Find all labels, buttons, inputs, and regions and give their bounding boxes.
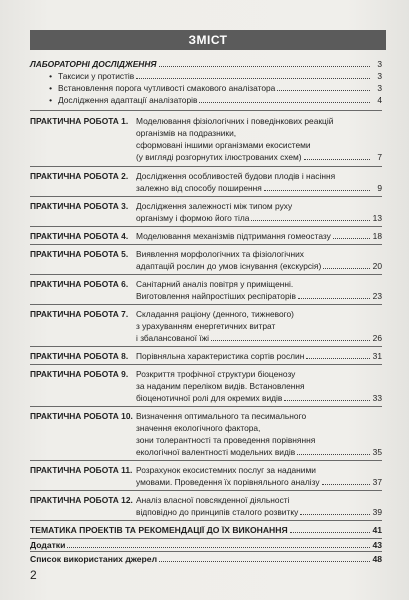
practical-label: ПРАКТИЧНА РОБОТА 12. [30, 495, 133, 505]
page-number: 2 [30, 568, 37, 582]
dot-leader [159, 66, 371, 67]
practical-entry[interactable] [30, 230, 382, 242]
lab-item-text: Таксиси у протистів [58, 71, 135, 81]
page-ref: 48 [372, 554, 382, 564]
dot-leader [211, 340, 370, 341]
dot-leader [304, 159, 370, 160]
practical-line: Розрахунок екосистемних послуг за наданими [136, 465, 316, 475]
lab-title-row[interactable] [30, 58, 382, 70]
practical-line: організмів на подразники, [136, 128, 237, 138]
divider [30, 406, 382, 407]
dot-leader [322, 484, 370, 485]
practical-entry[interactable] [30, 248, 382, 272]
divider [30, 110, 382, 111]
page-ref: 4 [377, 95, 382, 105]
page-ref: 3 [377, 71, 382, 81]
page-ref: 35 [372, 447, 382, 457]
practical-line: Виявлення морфологічних та фізіологічних [136, 249, 304, 259]
page-ref: 9 [377, 183, 382, 193]
practical-entry[interactable] [30, 410, 382, 458]
practical-line: Моделювання фізіологічних і поведінкових реакцій [136, 116, 334, 126]
practical-label: ПРАКТИЧНА РОБОТА 10. [30, 411, 133, 421]
page-ref: 3 [377, 59, 382, 69]
dot-leader [264, 190, 370, 191]
dot-leader [300, 514, 370, 515]
dot-leader [306, 358, 370, 359]
references-title: Список використаних джерел [30, 554, 158, 564]
practical-label: ПРАКТИЧНА РОБОТА 9. [30, 369, 129, 379]
practical-entry[interactable] [30, 494, 382, 518]
page-ref: 26 [372, 333, 382, 343]
dot-leader [199, 102, 370, 103]
divider [30, 244, 382, 245]
appendix-title: Додатки [30, 540, 66, 550]
dot-leader [290, 532, 370, 533]
divider [30, 226, 382, 227]
lab-item[interactable] [30, 82, 382, 94]
themes-entry[interactable] [30, 524, 382, 536]
practical-line: Розкриття трофічної структури біоценозу [136, 369, 296, 379]
dot-leader [323, 268, 370, 269]
toc-header [30, 30, 386, 50]
divider [30, 551, 382, 552]
practical-label: ПРАКТИЧНА РОБОТА 5. [30, 249, 129, 259]
page-ref: 20 [372, 261, 382, 271]
practical-line: з урахуванням енергетичних витрат [136, 321, 276, 331]
toc-title: ЗМІСТ [188, 33, 228, 47]
practical-line: Дослідження особливостей будови плодів і насіння [136, 171, 336, 181]
divider [30, 490, 382, 491]
lab-item-text: Встановлення порога чутливості смакового аналізатора [58, 83, 276, 93]
divider [30, 460, 382, 461]
practical-line: умовами. Проведення їх порівняльного аналізу [136, 477, 320, 487]
dot-leader [251, 220, 370, 221]
divider [30, 274, 382, 275]
bullet-icon: • [49, 95, 52, 105]
practical-entry[interactable] [30, 350, 382, 362]
dot-leader [136, 78, 370, 79]
practical-entry[interactable] [30, 368, 382, 404]
lab-item-text: Дослідження адаптації аналізаторів [58, 95, 198, 105]
references-entry[interactable] [30, 553, 382, 565]
dot-leader [284, 400, 370, 401]
practical-line: зони толерантності та проведення порівняння [136, 435, 316, 445]
dot-leader [67, 547, 370, 548]
practical-label: ПРАКТИЧНА РОБОТА 6. [30, 279, 129, 289]
practical-line: Санітарний аналіз повітря у приміщенні. [136, 279, 294, 289]
practical-line: Аналіз власної повсякденної діяльності [136, 495, 290, 505]
practical-line: значення екологічного фактора, [136, 423, 261, 433]
page-ref: 43 [372, 540, 382, 550]
practical-line: Порівняльна характеристика сортів рослин [136, 351, 305, 361]
divider [30, 520, 382, 521]
divider [30, 364, 382, 365]
page-ref: 39 [372, 507, 382, 517]
lab-title: ЛАБОРАТОРНІ ДОСЛІДЖЕННЯ [30, 59, 157, 69]
dot-leader [297, 454, 370, 455]
lab-section [30, 58, 382, 106]
practical-entry[interactable] [30, 115, 382, 163]
practical-label: ПРАКТИЧНА РОБОТА 4. [30, 231, 129, 241]
divider [30, 304, 382, 305]
practical-label: ПРАКТИЧНА РОБОТА 3. [30, 201, 129, 211]
bullet-icon: • [49, 83, 52, 93]
lab-item[interactable] [30, 70, 382, 82]
themes-title: ТЕМАТИКА ПРОЕКТІВ ТА РЕКОМЕНДАЦІЇ ДО ЇХ ВИКОНАННЯ [30, 525, 288, 535]
practical-label: ПРАКТИЧНА РОБОТА 2. [30, 171, 129, 181]
page-ref: 18 [372, 231, 382, 241]
lab-item[interactable] [30, 94, 382, 106]
page-ref: 3 [377, 83, 382, 93]
page-ref: 37 [372, 477, 382, 487]
divider [30, 166, 382, 167]
practical-line: екологічної валентності модельних видів [136, 447, 296, 457]
divider [30, 346, 382, 347]
practical-entry[interactable] [30, 200, 382, 224]
practical-line: за наданим переліком видів. Встановлення [136, 381, 305, 391]
page-ref: 23 [372, 291, 382, 301]
practical-line: і збалансованої їжі [136, 333, 210, 343]
practical-line: Складання раціону (денного, тижневого) [136, 309, 294, 319]
practical-entry[interactable] [30, 308, 382, 344]
practical-line: організму і формою його тіла [136, 213, 250, 223]
practical-entry[interactable] [30, 278, 382, 302]
dot-leader [159, 561, 370, 562]
practical-entry[interactable] [30, 170, 382, 194]
practical-line: сформовані іншими організмами екосистеми [136, 140, 311, 150]
dot-leader [277, 90, 370, 91]
page-ref: 7 [377, 152, 382, 162]
practical-line: залежно від способу поширення [136, 183, 262, 193]
practical-line: (у вигляді розгорнутих ілюстрованих схем) [136, 152, 302, 162]
page-ref: 31 [372, 351, 382, 361]
page-ref: 33 [372, 393, 382, 403]
page-ref: 13 [372, 213, 382, 223]
dot-leader [298, 298, 370, 299]
practical-line: біоценотичної ролі для окремих видів [136, 393, 283, 403]
appendix-entry[interactable] [30, 539, 382, 551]
divider [30, 196, 382, 197]
practical-line: Виготовлення найпростіших респіраторів [136, 291, 296, 301]
dot-leader [333, 238, 370, 239]
practical-label: ПРАКТИЧНА РОБОТА 11. [30, 465, 133, 475]
practical-entry[interactable] [30, 464, 382, 488]
practical-line: Визначення оптимального та песимального [136, 411, 307, 421]
bullet-icon: • [49, 71, 52, 81]
practical-line: відповідно до принципів сталого розвитку [136, 507, 299, 517]
practical-label: ПРАКТИЧНА РОБОТА 1. [30, 116, 129, 126]
practical-label: ПРАКТИЧНА РОБОТА 7. [30, 309, 129, 319]
practical-line: адаптацій рослин до умов існування (екскурсія) [136, 261, 322, 271]
practical-line: Моделювання механізмів підтримання гомеостазу [136, 231, 331, 241]
page-ref: 41 [372, 525, 382, 535]
practical-label: ПРАКТИЧНА РОБОТА 8. [30, 351, 129, 361]
practical-line: Дослідження залежності між типом руху [136, 201, 293, 211]
